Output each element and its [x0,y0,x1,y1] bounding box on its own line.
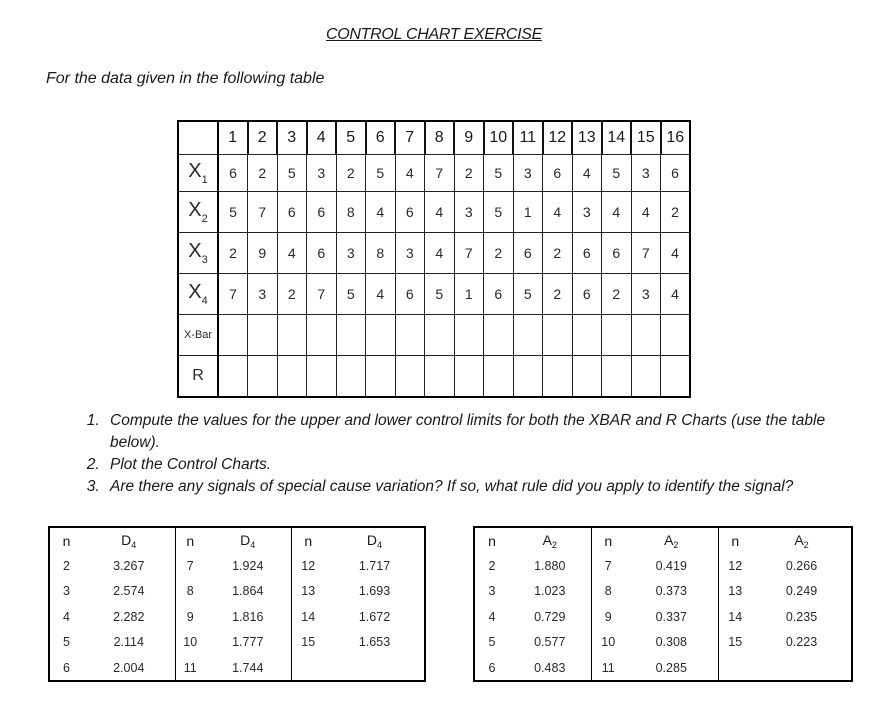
row-label [178,274,218,315]
factor-header [752,527,852,553]
factor-value-cell: 3.267 [113,559,145,574]
factor-symbol: A [794,531,804,548]
table-cell [454,356,484,398]
row-label [178,356,218,398]
table-cell: 6 [395,192,425,233]
column-header: 12 [543,121,573,155]
column-header: 10 [484,121,514,155]
task-item: 3. Are there any signals of special cause variation? If so, what rule did you apply to identify the signal? [104,476,874,498]
factor-value-cell: 0.337 [655,609,687,624]
column-header: 15 [631,121,661,155]
factor-value-cell: 0.235 [785,609,818,624]
factor-symbol: A [542,531,552,548]
table-cell: 6 [395,274,425,315]
table-cell [661,315,691,356]
corner-cell [178,121,218,155]
n-header: n [175,527,205,553]
table-cell: 5 [277,155,307,192]
row-label-text: X [188,240,202,262]
table-cell [661,356,691,398]
row-label-subscript: 2 [201,213,208,225]
column-header: 2 [248,121,278,155]
factor-header [83,527,175,553]
table-row [474,604,852,629]
n-cell: 9 [175,604,205,629]
factor-value-cell: 1.744 [232,660,264,675]
table-row [178,233,690,274]
table-cell: 4 [661,233,691,274]
table-cell: 3 [307,155,337,192]
factor-subscript: 4 [131,539,137,550]
table-cell: 7 [631,233,661,274]
row-label-text: X [188,160,202,182]
factor-value-cell: 0.285 [655,660,687,675]
table-cell: 7 [454,233,484,274]
row-label-subscript: 4 [201,295,208,307]
n-cell: 8 [175,579,205,604]
table-cell: 4 [631,192,661,233]
row-label [178,315,218,356]
n-header: n [62,532,71,549]
table-cell: 4 [543,192,573,233]
table-cell: 2 [661,192,691,233]
factor-value-cell: 2.114 [113,635,144,650]
table-cell: 1 [513,192,543,233]
n-cell: 11 [591,655,625,681]
table-cell: 4 [572,155,602,192]
table-cell: 7 [218,274,248,315]
factor-value-cell: 1.693 [358,584,391,599]
column-header: 13 [572,121,602,155]
table-cell: 5 [336,274,366,315]
n-cell: 3 [63,584,70,599]
table-cell: 6 [661,155,691,192]
table-cell: 7 [248,192,278,233]
table-cell [248,356,278,398]
a2-factor-table [473,526,853,682]
table-cell [307,356,337,398]
factor-value-cell: 0.266 [785,559,818,574]
n-cell [291,655,325,681]
factor-header [325,527,425,553]
n-cell: 12 [291,553,325,578]
factor-subscript: 2 [551,539,557,550]
table-cell: 4 [425,233,455,274]
n-cell: 8 [591,579,625,604]
factor-symbol: D [121,531,132,548]
n-cell: 10 [591,630,625,655]
factor-value-cell: 1.653 [358,635,391,650]
table-cell [602,315,632,356]
table-cell [336,356,366,398]
factor-subscript: 4 [250,539,256,550]
row-label-subscript: 1 [201,174,208,186]
factor-value-cell: 1.816 [232,609,264,624]
table-row [178,274,690,315]
row-label [178,155,218,192]
factor-value-cell: 1.023 [534,584,566,599]
column-header: 4 [307,121,337,155]
table-cell: 5 [602,155,632,192]
task-item: 2. Plot the Control Charts. [104,454,874,476]
n-cell: 11 [175,655,205,681]
column-header: 3 [277,121,307,155]
table-cell: 3 [572,192,602,233]
factor-subscript: 4 [377,539,383,550]
factor-symbol: D [366,531,378,548]
table-cell: 2 [336,155,366,192]
factor-value-cell: 0.483 [534,660,566,675]
n-header: n [591,527,625,553]
table-cell: 4 [366,192,396,233]
table-cell: 6 [218,155,248,192]
factor-value-cell [752,655,852,681]
table-cell [631,315,661,356]
table-row [474,655,852,681]
factor-value-cell: 0.308 [655,635,687,650]
factor-value-cell: 1.880 [534,559,566,574]
table-cell [395,356,425,398]
factor-value-cell: 2.282 [113,609,145,624]
table-cell: 2 [277,274,307,315]
table-cell [454,315,484,356]
n-header: n [291,527,325,553]
table-cell: 8 [336,192,366,233]
table-cell: 3 [395,233,425,274]
table-row [178,356,690,398]
table-cell: 8 [366,233,396,274]
table-row [474,630,852,655]
factor-value-cell: 0.373 [655,584,687,599]
n-cell: 14 [291,604,325,629]
table-row [474,553,852,578]
factor-subscript: 2 [673,539,679,550]
table-cell [572,315,602,356]
table-cell: 2 [543,274,573,315]
n-header: n [488,532,496,549]
n-cell: 13 [718,579,752,604]
table-row [49,579,425,604]
factor-value-cell: 2.004 [113,660,145,675]
n-cell: 13 [291,579,325,604]
table-cell: 5 [425,274,455,315]
factor-header [625,527,718,553]
n-cell [718,655,752,681]
n-cell: 7 [591,553,625,578]
table-cell: 2 [218,233,248,274]
table-row [49,630,425,655]
n-cell: 14 [718,604,752,629]
table-cell: 1 [454,274,484,315]
column-header: 11 [513,121,543,155]
table-cell: 2 [454,155,484,192]
factor-value-cell: 1.924 [232,559,264,574]
d4-factor-table [48,526,426,682]
table-cell: 6 [572,274,602,315]
task-list [62,410,874,498]
factor-value-cell [325,655,425,681]
data-table [177,120,691,398]
document-title: CONTROL CHART EXERCISE [326,26,542,43]
table-cell [248,315,278,356]
table-cell [543,356,573,398]
table-cell [425,315,455,356]
table-cell: 4 [366,274,396,315]
row-label-text: X-Bar [183,329,213,341]
table-row [178,155,690,192]
table-row [178,315,690,356]
table-cell: 2 [602,274,632,315]
n-cell: 4 [488,609,496,624]
table-cell: 3 [631,274,661,315]
column-header: 8 [425,121,455,155]
n-cell: 12 [718,553,752,578]
column-header-row [178,121,690,155]
n-cell: 6 [63,660,70,675]
n-cell: 2 [488,559,496,574]
table-cell: 6 [513,233,543,274]
intro-text: For the data given in the following table [46,70,325,87]
row-label [178,233,218,274]
table-cell: 4 [661,274,691,315]
table-cell [513,315,543,356]
table-cell: 3 [336,233,366,274]
factor-value-cell: 0.249 [785,584,818,599]
column-header: 1 [218,121,248,155]
n-cell: 7 [175,553,205,578]
factor-value-cell: 1.717 [358,559,391,574]
table-cell: 5 [484,155,514,192]
table-cell: 6 [307,233,337,274]
factor-subscript: 2 [803,539,809,550]
factor-value-cell: 0.419 [655,559,687,574]
table-cell: 6 [307,192,337,233]
table-row [49,604,425,629]
table-row [49,553,425,578]
table-cell [631,356,661,398]
table-cell [277,315,307,356]
factor-header [205,527,291,553]
table-cell [277,356,307,398]
table-cell [513,356,543,398]
column-header: 16 [661,121,691,155]
table-cell: 9 [248,233,278,274]
table-cell [602,356,632,398]
row-label-text: X [188,199,202,221]
row-label-text: R [192,367,204,384]
table-cell: 2 [484,233,514,274]
factor-header-row [474,527,852,553]
factor-symbol: A [664,531,674,548]
table-cell: 5 [513,274,543,315]
n-header: n [718,527,752,553]
n-cell: 4 [63,609,70,624]
table-cell [307,315,337,356]
table-cell: 6 [543,155,573,192]
table-cell: 3 [631,155,661,192]
table-cell [218,315,248,356]
table-cell [572,356,602,398]
factor-value-cell: 1.777 [232,635,264,650]
table-cell: 6 [277,192,307,233]
row-label-text: X [188,281,202,303]
n-cell: 6 [488,660,496,675]
table-cell: 6 [602,233,632,274]
row-label-subscript: 3 [201,254,208,266]
n-cell: 10 [175,630,205,655]
table-cell [366,315,396,356]
factor-header-row [49,527,425,553]
table-cell: 5 [366,155,396,192]
factor-value-cell: 0.223 [785,635,818,650]
table-cell: 2 [543,233,573,274]
n-cell: 5 [63,635,70,650]
table-cell: 4 [425,192,455,233]
table-cell: 7 [307,274,337,315]
table-cell [395,315,425,356]
table-cell: 5 [484,192,514,233]
table-cell: 6 [484,274,514,315]
n-cell: 5 [488,635,496,650]
column-header: 7 [395,121,425,155]
factor-header [509,527,591,553]
factor-value-cell: 1.864 [232,584,264,599]
table-cell [484,356,514,398]
table-cell: 3 [454,192,484,233]
table-cell [484,315,514,356]
column-header: 6 [366,121,396,155]
row-label [178,192,218,233]
table-cell: 4 [602,192,632,233]
table-cell: 4 [395,155,425,192]
factor-symbol: D [240,531,251,548]
table-cell: 4 [277,233,307,274]
column-header: 5 [336,121,366,155]
task-item: 1. Compute the values for the upper and lower control limits for both the XBAR and R Charts (use the table below). [104,410,874,454]
table-row [474,579,852,604]
table-row [49,655,425,681]
table-cell [336,315,366,356]
table-cell [425,356,455,398]
n-cell: 2 [63,559,70,574]
table-cell [366,356,396,398]
column-header: 14 [602,121,632,155]
table-row [178,192,690,233]
table-cell: 5 [218,192,248,233]
column-header: 9 [454,121,484,155]
n-cell: 15 [291,630,325,655]
factor-value-cell: 1.672 [358,609,391,624]
table-cell: 2 [248,155,278,192]
table-cell: 7 [425,155,455,192]
n-cell: 15 [718,630,752,655]
n-cell: 3 [488,584,496,599]
table-cell: 3 [248,274,278,315]
n-cell: 9 [591,604,625,629]
table-cell: 3 [513,155,543,192]
factor-value-cell: 0.729 [534,609,566,624]
table-cell [218,356,248,398]
table-cell: 6 [572,233,602,274]
factor-value-cell: 2.574 [113,584,145,599]
factor-value-cell: 0.577 [534,635,566,650]
table-cell [543,315,573,356]
